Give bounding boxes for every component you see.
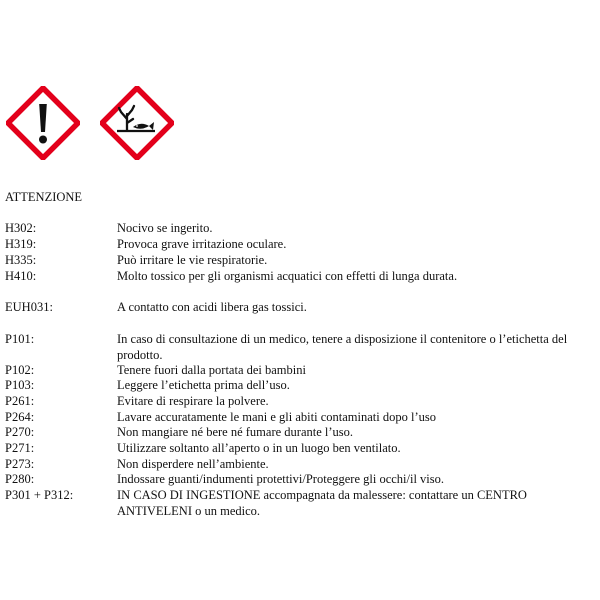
hazard-statement-row (5, 253, 597, 269)
statement-code: P301 + P312: (5, 488, 74, 502)
precautionary-statement-row (5, 410, 597, 426)
statement-code: H319: (5, 237, 37, 251)
exclamation-mark-icon (6, 86, 80, 160)
precautionary-statement-row (5, 441, 597, 457)
statement-code: EUH031: (5, 300, 53, 314)
hazard-statement-row (5, 237, 597, 253)
statement-text: Può irritare le vie respiratorie. (117, 253, 268, 267)
statement-code: P103: (5, 378, 35, 392)
statement-code: P270: (5, 425, 35, 439)
precautionary-statement-row (5, 457, 597, 473)
statement-code: P101: (5, 332, 35, 346)
statement-text: In caso di consultazione di un medico, tenere a disposizione il contenitore o l’etichetta del prodotto. (117, 332, 568, 362)
statement-code: H335: (5, 253, 37, 267)
euh-statement-row (5, 300, 597, 316)
statement-text: Non mangiare né bere né fumare durante l’uso. (117, 425, 354, 439)
statement-code: P102: (5, 363, 35, 377)
precautionary-statement-row (5, 394, 597, 410)
statement-code: P264: (5, 410, 35, 424)
precautionary-statement-row (5, 488, 597, 519)
statement-text: Utilizzare soltanto all’aperto o in un luogo ben ventilato. (117, 441, 401, 455)
signal-word: ATTENZIONE (5, 190, 83, 204)
statement-code: P271: (5, 441, 35, 455)
statement-text: Molto tossico per gli organismi acquatici con effetti di lunga durata. (117, 269, 458, 283)
precautionary-statement-row (5, 472, 597, 488)
statement-code: P280: (5, 472, 35, 486)
precautionary-statement-row (5, 332, 597, 363)
precautionary-statement-row (5, 363, 597, 379)
environment-hazard-icon (100, 86, 174, 160)
statement-code: P273: (5, 457, 35, 471)
statement-code: H302: (5, 221, 37, 235)
statement-text: Nocivo se ingerito. (117, 221, 213, 235)
statement-text: Provoca grave irritazione oculare. (117, 237, 287, 251)
hazard-statement-row (5, 269, 597, 285)
precautionary-statement-row (5, 425, 597, 441)
statement-code: P261: (5, 394, 35, 408)
statement-text: A contatto con acidi libera gas tossici. (117, 300, 307, 314)
statement-text: IN CASO DI INGESTIONE accompagnata da malessere: contattare un CENTRO ANTIVELENI o un medico. (117, 488, 527, 518)
statement-code: H410: (5, 269, 37, 283)
statement-text: Evitare di respirare la polvere. (117, 394, 269, 408)
statement-text: Lavare accuratamente le mani e gli abiti contaminati dopo l’uso (117, 410, 436, 424)
hazard-statement-row (5, 221, 597, 237)
statement-text: Non disperdere nell’ambiente. (117, 457, 269, 471)
statement-text: Leggere l’etichetta prima dell’uso. (117, 378, 290, 392)
precautionary-statement-row (5, 378, 597, 394)
statement-text: Tenere fuori dalla portata dei bambini (117, 363, 306, 377)
statement-text: Indossare guanti/indumenti protettivi/Proteggere gli occhi/il viso. (117, 472, 445, 486)
